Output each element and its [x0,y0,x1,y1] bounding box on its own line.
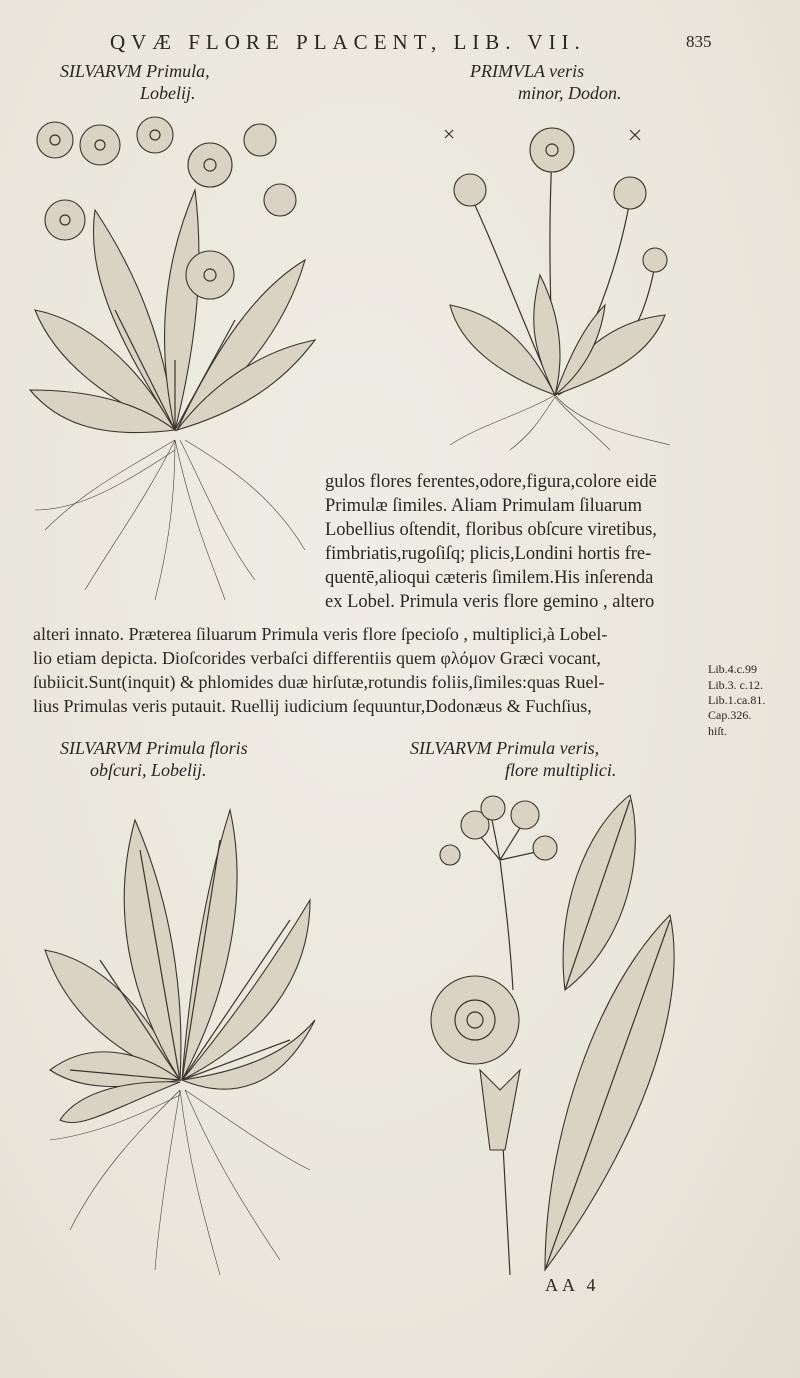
text-line: ex Lobel. Primula veris flore gemino , altero [325,592,655,612]
primula-veris-flore-multiplici-woodcut [415,790,695,1280]
caption-line: minor, Dodon. [518,83,622,103]
caption-line: SILVARVM Primula, [60,61,210,81]
margin-note: hiſt. [708,724,728,738]
text-line: Lobellius oſtendit, floribus obſcure viretibus, [325,520,657,540]
margin-note: Lib.1.ca.81. [708,693,766,707]
text-line: Primulæ ſimiles. Aliam Primulam ſiluarum [325,496,643,516]
caption-line: obſcuri, Lobelij. [90,760,207,780]
caption-line: flore multiplici. [505,760,617,780]
text-line: gulos flores ferentes,odore,figura,colore eidē [325,472,657,492]
caption-top-right [470,60,622,104]
page-number: 835 [686,32,712,51]
text-line: alteri innato. Præterea ſiluarum Primula veris flore ſpecioſo , multiplici,à Lobel- [33,624,608,644]
signature-mark: AA 4 [545,1275,600,1295]
caption-bottom-left [60,737,248,781]
caption-line: SILVARVM Primula floris [60,738,248,758]
margin-note: Lib.3. c.12. [708,678,763,692]
primula-floris-obscuri-woodcut [40,790,320,1280]
caption-line: PRIMVLA veris [470,61,585,81]
margin-note: Cap.326. [708,708,752,722]
text-block-full [33,622,607,718]
margin-note: Lib.4.c.99 [708,662,757,676]
text-line: ſubiicit.Sunt(inquit) & phlomides duæ hirſutæ,rotundis foliis,ſimiles:quas Ruel- [33,672,605,692]
caption-bottom-right [410,737,616,781]
text-line: fimbriatis,rugoſiſq; plicis,Londini hortis fre- [325,544,652,564]
caption-line: SILVARVM Primula veris, [410,738,600,758]
caption-top-left [60,60,210,104]
running-title: QVÆ FLORE PLACENT, LIB. VII. [110,30,586,54]
primula-lobelii-woodcut [25,110,325,610]
primula-veris-minor-woodcut [430,115,680,455]
caption-line: Lobelij. [140,83,196,103]
text-line: quentē,alioqui cæteris ſimilem.His inſerenda [325,568,654,588]
text-line: lius Primulas veris putauit. Ruellij iudicium ſequuntur,Dodonæus & Fuchſius, [33,696,592,716]
text-block-indented [325,470,657,614]
text-line: lio etiam depicta. Dioſcorides verbaſci differentiis quem φλόμον Græci vocant, [33,648,601,668]
